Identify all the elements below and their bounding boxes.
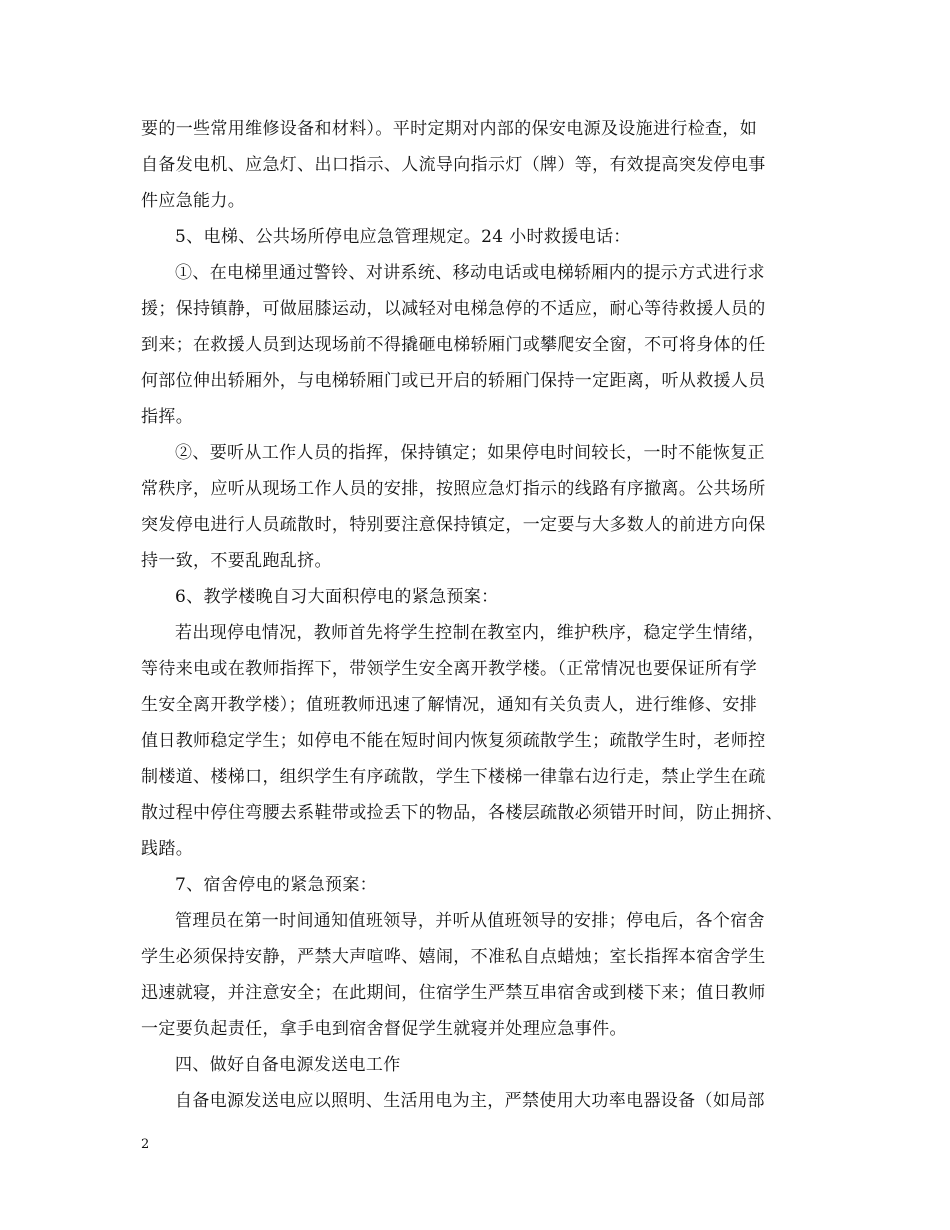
text-line: 突发停电进行人员疏散时，特别要注意保持镇定，一定要与大多数人的前进方向保 xyxy=(141,515,766,535)
section-heading: 5、电梯、公共场所停电应急管理规定。24 小时救援电话： xyxy=(175,227,631,247)
text-line: 管理员在第一时间通知值班领导，并听从值班领导的安排；停电后，各个宿舍 xyxy=(175,911,765,931)
text-line: 要的一些常用维修设备和材料）。平时定期对内部的保安电源及设施进行检查，如 xyxy=(141,119,758,139)
text-line: 迅速就寝，并注意安全；在此期间，住宿学生严禁互串宿舍或到楼下来；值日教师 xyxy=(141,983,766,1003)
text-line: 常秩序，应听从现场工作人员的安排，按照应急灯指示的线路有序撤离。公共场所 xyxy=(141,479,766,499)
text-line: 制楼道、楼梯口，组织学生有序疏散，学生下楼梯一律靠右边行走，禁止学生在疏 xyxy=(141,767,766,787)
section-heading: 四、做好自备电源发送电工作 xyxy=(175,1055,401,1075)
text-line: 学生必须保持安静，严禁大声喧哗、嬉闹，不准私自点蜡烛；室长指挥本宿舍学生 xyxy=(141,947,766,967)
text-line: 到来；在救援人员到达现场前不得撬砸电梯轿厢门或攀爬安全窗，不可将身体的任 xyxy=(141,335,766,355)
page-number: 2 xyxy=(141,1137,150,1152)
text-line: 生安全离开教学楼）；值班教师迅速了解情况，通知有关负责人，进行维修、安排 xyxy=(141,695,758,715)
text-line: 自备发电机、应急灯、出口指示、人流导向指示灯（牌）等，有效提高突发停电事 xyxy=(141,155,766,175)
text-line: 持一致，不要乱跑乱挤。 xyxy=(141,551,332,571)
text-line: 件应急能力。 xyxy=(141,191,246,211)
text-line: ②、要听从工作人员的指挥，保持镇定；如果停电时间较长，一时不能恢复正 xyxy=(175,443,765,463)
text-line: 指挥。 xyxy=(141,407,194,427)
text-line: 若出现停电情况，教师首先将学生控制在教室内，维护秩序，稳定学生情绪， xyxy=(175,623,765,643)
text-line: 援；保持镇静，可做屈膝运动，以减轻对电梯急停的不适应，耐心等待救援人员的 xyxy=(141,299,766,319)
text-line: 值日教师稳定学生；如停电不能在短时间内恢复须疏散学生；疏散学生时，老师控 xyxy=(141,731,766,751)
text-line: 散过程中停住弯腰去系鞋带或捡丢下的物品，各楼层疏散必须错开时间，防止拥挤、 xyxy=(141,803,783,823)
section-heading: 6、教学楼晚自习大面积停电的紧急预案： xyxy=(175,587,499,607)
text-line: 何部位伸出轿厢外，与电梯轿厢门或已开启的轿厢门保持一定距离，听从救援人员 xyxy=(141,371,766,391)
section-heading: 7、宿舍停电的紧急预案： xyxy=(175,875,378,895)
text-line: ①、在电梯里通过警铃、对讲系统、移动电话或电梯轿厢内的提示方式进行求 xyxy=(175,263,765,283)
text-line: 等待来电或在教师指挥下，带领学生安全离开教学楼。（正常情况也要保证所有学 xyxy=(141,659,758,679)
text-line: 践踏。 xyxy=(141,839,194,859)
text-line: 自备电源发送电应以照明、生活用电为主，严禁使用大功率电器设备（如局部 xyxy=(175,1091,765,1111)
text-line: 一定要负起责任，拿手电到宿舍督促学生就寝并处理应急事件。 xyxy=(141,1019,627,1039)
